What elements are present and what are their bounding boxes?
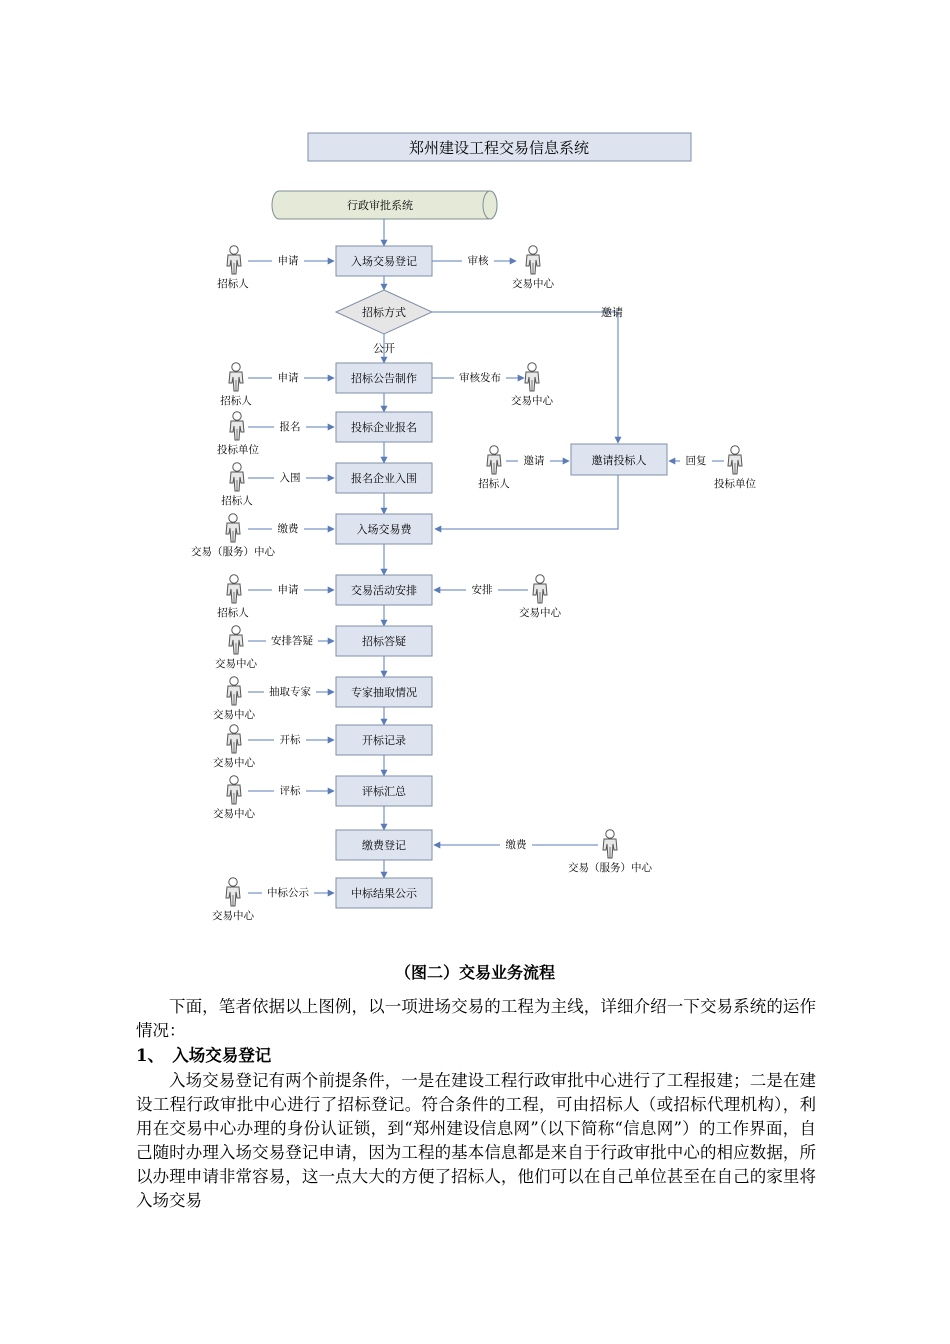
actor-icon [226,514,240,542]
actor-icon [603,830,617,858]
step-label-s10: 评标汇总 [362,785,406,798]
actor-label: 交易中心 [519,607,561,619]
edge-label-e1-right: 审核 [467,255,489,267]
step-label-s12: 中标结果公示 [351,887,417,900]
actor-label: 投标单位 [217,444,259,456]
actor-icon [227,725,241,753]
step-label-s5: 入场交易费 [356,523,412,536]
actor-label: 招标人 [221,495,253,507]
actor-icon [230,412,244,440]
actor-label: 招标人 [217,607,249,619]
actor-icon [229,626,243,654]
step-label-s6: 交易活动安排 [351,584,417,597]
edge-label-e4-left: 入围 [279,472,301,484]
edge-label-e11-right: 缴费 [505,839,527,851]
step-label-s9: 开标记录 [362,734,406,747]
actor-connectors [248,261,724,893]
edge-label-e7-left: 安排答疑 [271,635,313,647]
actor-label: 交易中心 [512,278,554,290]
actor-label: 交易中心 [212,910,254,922]
edge-label-e6-left: 申请 [277,584,299,596]
actor-label: 交易（服务）中心 [191,546,275,558]
actor-icon [533,575,547,603]
actor-label: 交易中心 [213,709,255,721]
edge-label-e6-right: 安排 [471,584,493,596]
edge-label-e12-left: 中标公示 [267,887,309,899]
step-label-s2: 招标公告制作 [351,372,417,385]
edge-label-e3-left: 报名 [279,421,301,433]
edge-label-inv-left: 邀请 [523,455,545,467]
edge-label-e5-left: 缴费 [277,523,299,535]
step-label-s11: 缴费登记 [362,839,406,852]
step-label-decision: 招标方式 [362,306,406,319]
edge-label-e9-left: 开标 [279,734,301,746]
actor-icon [230,463,244,491]
actor-label: 交易中心 [511,395,553,407]
actor-label: 交易中心 [213,757,255,769]
step-label-s8: 专家抽取情况 [351,686,417,699]
actor-icon [487,446,501,474]
section-heading: 1、 入场交易登记 [136,1046,272,1065]
actor-label: 交易中心 [215,658,257,670]
actor-icon [526,246,540,274]
actor-icon [227,677,241,705]
actor-label: 招标人 [220,395,252,407]
step-label-s1: 入场交易登记 [351,255,417,268]
actor-icon [525,363,539,391]
edge-label-e8-left: 抽取专家 [269,686,311,698]
diagram-title: 郑州建设工程交易信息系统 [408,139,590,157]
actor-icon [226,878,240,906]
start-label: 行政审批系统 [347,199,413,212]
actor-label: 交易（服务）中心 [568,862,652,874]
actor-label: 招标人 [478,478,510,490]
step-label-s4: 报名企业入围 [351,472,417,485]
actor-icon [728,446,742,474]
branch-label-invite: 邀请 [601,306,623,319]
actor-icon [227,575,241,603]
paragraph-registration: 入场交易登记有两个前提条件，一是在建设工程行政审批中心进行了工程报建；二是在建设工程行政审批中心进行了招标登记。符合条件的工程，可由招标人（或招标代理机构），利用在交易中心办理的身份认证锁，到“郑州建设信息网”（以下简称“信息网”）的工作界面，自己随时办理入场交易登记申请，因为工程的基本信息都是来自于行政审批中心的相应数据，所以办理申请非常容易，这一点大大的方便了招标人，他们可以在自己单位甚至在自己的家里将入场交易 [136,1071,816,1210]
actor-icon [229,363,243,391]
step-label-invite: 邀请投标人 [591,454,647,467]
actor-label: 交易中心 [213,808,255,820]
step-label-s7: 招标答疑 [362,635,406,648]
edge-label-e1-left: 申请 [277,255,299,267]
actor-icon [227,246,241,274]
actor-label: 招标人 [217,278,249,290]
actor-icon [227,776,241,804]
edge-label-e10-left: 评标 [279,785,301,797]
edge-label-inv-right: 回复 [685,455,707,467]
edge-label-e2-right: 审核发布 [459,372,501,384]
paragraph-intro: 下面，笔者依据以上图例，以一项进场交易的工程为主线，详细介绍一下交易系统的运作情况： [136,997,816,1040]
edge-label-e2-left: 申请 [277,372,299,384]
figure-caption: （图二）交易业务流程 [394,963,555,982]
actor-label: 投标单位 [714,478,756,490]
step-label-s3: 投标企业报名 [351,421,417,434]
branch-label-public: 公开 [373,342,395,355]
start-node [272,191,497,219]
